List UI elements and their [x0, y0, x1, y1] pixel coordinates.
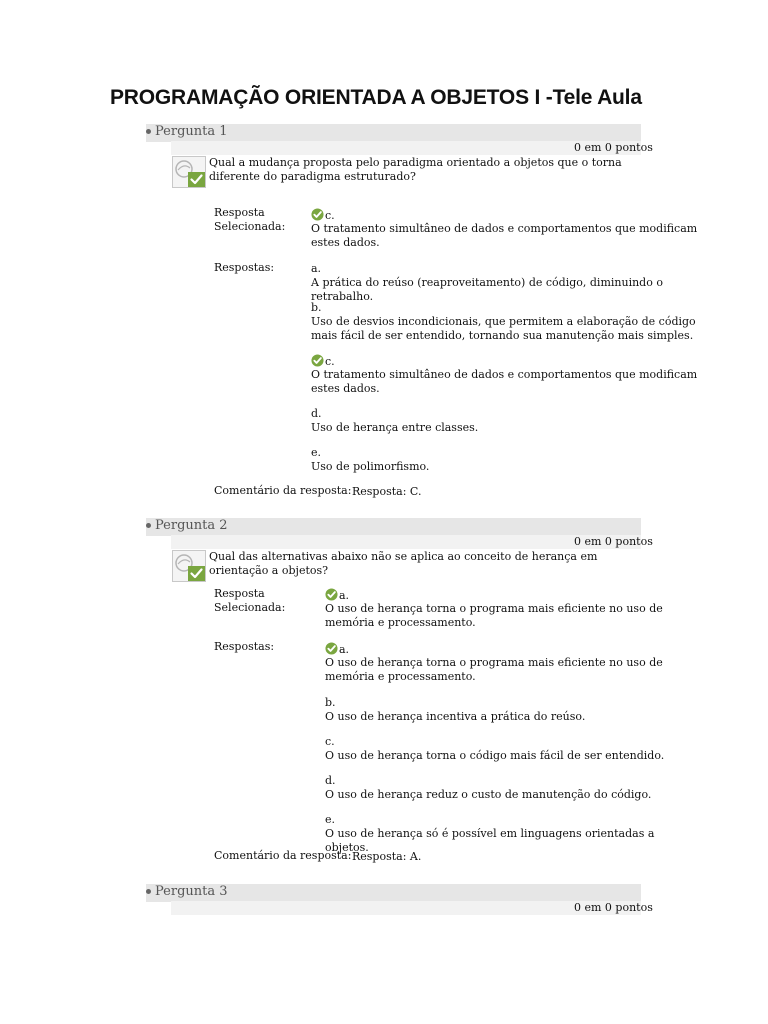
check-circle-icon — [311, 208, 324, 221]
answer-text: O uso de herança torna o programa mais eficiente no uso de memória e processamento. — [325, 602, 663, 629]
selected-answer-label: Resposta Selecionada: — [214, 206, 286, 233]
question-header[interactable] — [146, 518, 641, 536]
answer-option — [325, 813, 700, 855]
answer-letter: a. — [339, 589, 350, 602]
page-title: PROGRAMAÇÃO ORIENTADA A OBJETOS I -Tele Aula — [110, 86, 642, 109]
question-points: 0 em 0 pontos — [574, 535, 653, 548]
answer-letter: e. — [311, 446, 322, 459]
answers-label: Respostas: — [214, 640, 275, 653]
answer-text: Uso de desvios incondicionais, que permitem a elaboração de código mais fácil de ser entendido, tornando sua manutenção mais simples. — [311, 315, 696, 342]
answer-letter: d. — [311, 407, 322, 420]
answer-text: O uso de herança torna o código mais fácil de ser entendido. — [325, 749, 665, 762]
selected-answer-label: Resposta Selecionada: — [214, 587, 286, 614]
answer-letter: b. — [325, 696, 336, 709]
question-text: Qual das alternativas abaixo não se aplica ao conceito de herança em orientação a objetos? — [209, 550, 598, 577]
points-band — [171, 141, 641, 155]
question-correct-icon — [172, 156, 206, 188]
answer-text: Uso de polimorfismo. — [311, 460, 430, 473]
bullet-icon — [146, 129, 151, 134]
question-header[interactable] — [146, 884, 641, 902]
answer-option — [311, 301, 699, 343]
answer-text: O tratamento simultâneo de dados e comportamentos que modificam estes dados. — [311, 222, 698, 249]
answer-text: O uso de herança torna o programa mais eficiente no uso de memória e processamento. — [325, 656, 663, 683]
answer-option — [311, 354, 699, 396]
answer-text: O uso de herança só é possível em linguagens orientadas a objetos. — [325, 827, 655, 854]
answer-text: Uso de herança entre classes. — [311, 421, 479, 434]
question-points: 0 em 0 pontos — [574, 901, 653, 914]
answer-option — [325, 696, 700, 724]
points-band — [171, 535, 641, 549]
answer-option — [325, 642, 700, 684]
bullet-icon — [146, 523, 151, 528]
answer-text: O uso de herança reduz o custo de manutenção do código. — [325, 788, 652, 801]
selected-answer — [311, 208, 699, 250]
check-circle-icon — [325, 642, 338, 655]
question-header[interactable] — [146, 124, 641, 142]
answer-letter: a. — [339, 643, 350, 656]
answer-option — [325, 774, 700, 802]
question-points: 0 em 0 pontos — [574, 141, 653, 154]
answer-text: A prática do reúso (reaproveitamento) de código, diminuindo o retrabalho. — [311, 276, 663, 303]
comment-label: Comentário da resposta: — [214, 849, 352, 862]
answer-letter: c. — [325, 355, 335, 368]
comment-text: Resposta: C. — [352, 485, 422, 498]
answer-text: O tratamento simultâneo de dados e comportamentos que modificam estes dados. — [311, 368, 698, 395]
answers-label: Respostas: — [214, 261, 275, 274]
answer-option — [311, 446, 699, 474]
question-label: Pergunta 1 — [155, 124, 228, 139]
answer-text: O uso de herança incentiva a prática do reúso. — [325, 710, 586, 723]
question-correct-icon — [172, 550, 206, 582]
answer-letter: e. — [325, 813, 336, 826]
question-text: Qual a mudança proposta pelo paradigma orientado a objetos que o torna diferente do paradigma estruturado? — [209, 156, 622, 183]
points-band — [171, 901, 641, 915]
bullet-icon — [146, 889, 151, 894]
check-circle-icon — [325, 588, 338, 601]
answer-option — [311, 262, 699, 304]
question-label: Pergunta 2 — [155, 518, 228, 533]
answer-letter: c. — [325, 209, 335, 222]
comment-label: Comentário da resposta: — [214, 484, 352, 497]
comment-text: Resposta: A. — [352, 850, 422, 863]
answer-letter: b. — [311, 301, 322, 314]
answer-letter: d. — [325, 774, 336, 787]
selected-answer — [325, 588, 700, 630]
answer-option — [325, 735, 700, 763]
answer-letter: a. — [311, 262, 322, 275]
answer-letter: c. — [325, 735, 335, 748]
answer-option — [311, 407, 699, 435]
question-label: Pergunta 3 — [155, 884, 228, 899]
check-circle-icon — [311, 354, 324, 367]
